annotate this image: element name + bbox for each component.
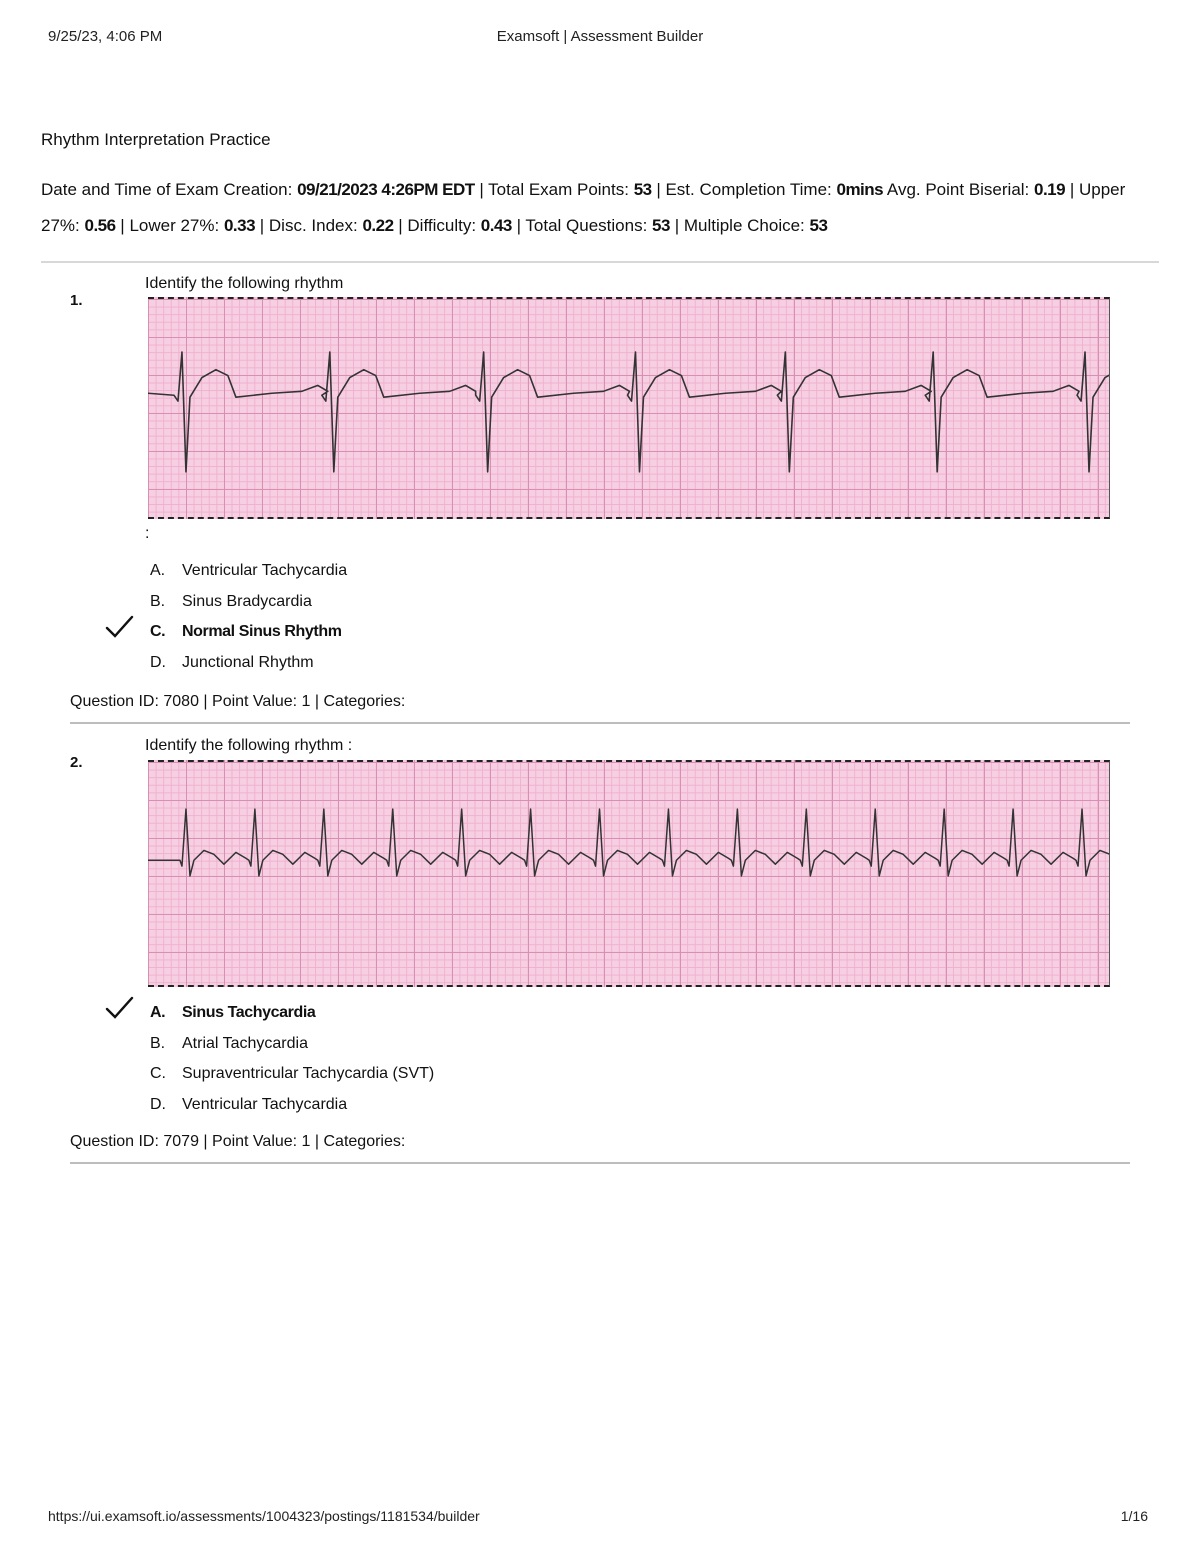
choice-b[interactable] xyxy=(150,1033,750,1064)
meta-difficulty-value: 0.43 xyxy=(480,216,512,235)
meta-total-value: 53 xyxy=(652,216,670,235)
exam-title: Rhythm Interpretation Practice xyxy=(41,130,271,149)
choice-c[interactable] xyxy=(150,1063,750,1094)
choice-letter: A. xyxy=(150,1004,166,1021)
prompt-trailing-colon: : xyxy=(145,525,150,542)
choice-text: Sinus Bradycardia xyxy=(182,592,312,610)
choice-text: Supraventricular Tachycardia (SVT) xyxy=(182,1065,435,1082)
question-divider xyxy=(70,722,1130,724)
meta-mc-label: | Multiple Choice: xyxy=(669,216,810,235)
meta-upper-value: 0.56 xyxy=(84,216,116,235)
meta-points-value: 53 xyxy=(633,180,652,199)
meta-creation-value: 09/21/2023 4:26PM EDT xyxy=(297,180,475,199)
header-divider xyxy=(41,261,1159,263)
checkmark-icon xyxy=(104,994,134,1022)
choice-text: Ventricular Tachycardia xyxy=(182,562,348,579)
choice-letter: B. xyxy=(150,1034,166,1052)
meta-difficulty-label: | Difficulty: xyxy=(393,216,481,235)
choice-text: Normal Sinus Rhythm xyxy=(182,623,342,640)
choice-letter: D. xyxy=(150,1095,166,1113)
question-footer: Question ID: 7080 | Point Value: 1 | Categories: xyxy=(70,693,406,710)
question-number: 2. xyxy=(70,754,83,771)
question-prompt: Identify the following rhythm xyxy=(145,275,344,292)
choice-letter: C. xyxy=(150,623,166,640)
choice-letter: B. xyxy=(150,592,166,610)
question-divider xyxy=(70,1162,1130,1164)
choice-b[interactable] xyxy=(150,591,750,622)
meta-biserial-label: Avg. Point Biserial: xyxy=(883,180,1034,199)
choice-c-correct[interactable] xyxy=(150,621,750,652)
meta-upper-label: | Upper 27%: xyxy=(41,180,1126,235)
meta-time-value: 0mins xyxy=(836,180,884,199)
question-2 xyxy=(70,736,1130,1166)
choice-d[interactable] xyxy=(150,1094,750,1125)
meta-time-label: | Est. Completion Time: xyxy=(651,180,837,199)
meta-mc-value: 53 xyxy=(809,216,828,235)
meta-biserial-value: 0.19 xyxy=(1034,180,1066,199)
meta-disc-label: | Disc. Index: xyxy=(255,216,363,235)
choice-letter: A. xyxy=(150,562,166,579)
ecg-strip-2 xyxy=(148,760,1110,987)
choice-list xyxy=(150,560,750,682)
choice-a-correct[interactable] xyxy=(150,1002,750,1033)
question-footer: Question ID: 7079 | Point Value: 1 | Categories: xyxy=(70,1133,406,1150)
meta-lower-value: 0.33 xyxy=(223,216,256,235)
meta-lower-label: | Lower 27%: xyxy=(115,216,224,235)
choice-text: Ventricular Tachycardia xyxy=(182,1095,348,1113)
choice-text: Junctional Rhythm xyxy=(182,653,314,671)
meta-creation-label: Date and Time of Exam Creation: xyxy=(41,180,298,199)
choice-a[interactable] xyxy=(150,560,750,591)
ecg-trace-1 xyxy=(148,299,1109,517)
print-header xyxy=(48,28,1152,48)
checkmark-icon xyxy=(104,613,134,641)
question-1 xyxy=(70,274,1130,729)
meta-disc-value: 0.22 xyxy=(362,216,394,235)
page-number: 1/16 xyxy=(1120,1508,1148,1524)
meta-points-label: | Total Exam Points: xyxy=(474,180,634,199)
ecg-trace-2 xyxy=(148,762,1109,985)
meta-total-label: | Total Questions: xyxy=(511,216,653,235)
question-prompt: Identify the following rhythm : xyxy=(145,737,353,754)
page-url[interactable]: https://ui.examsoft.io/assessments/1004323/postings/1181534/builder xyxy=(48,1508,480,1524)
choice-d[interactable] xyxy=(150,652,750,683)
print-date: 9/25/23, 4:06 PM xyxy=(48,28,163,45)
choice-list xyxy=(150,1002,750,1124)
choice-letter: C. xyxy=(150,1065,166,1082)
choice-text: Sinus Tachycardia xyxy=(182,1004,316,1021)
choice-text: Atrial Tachycardia xyxy=(182,1034,308,1052)
exam-meta xyxy=(41,172,1159,244)
print-page-title: Examsoft | Assessment Builder xyxy=(496,28,704,45)
choice-letter: D. xyxy=(150,653,166,671)
ecg-strip-1 xyxy=(148,297,1110,519)
question-number: 1. xyxy=(70,292,83,309)
